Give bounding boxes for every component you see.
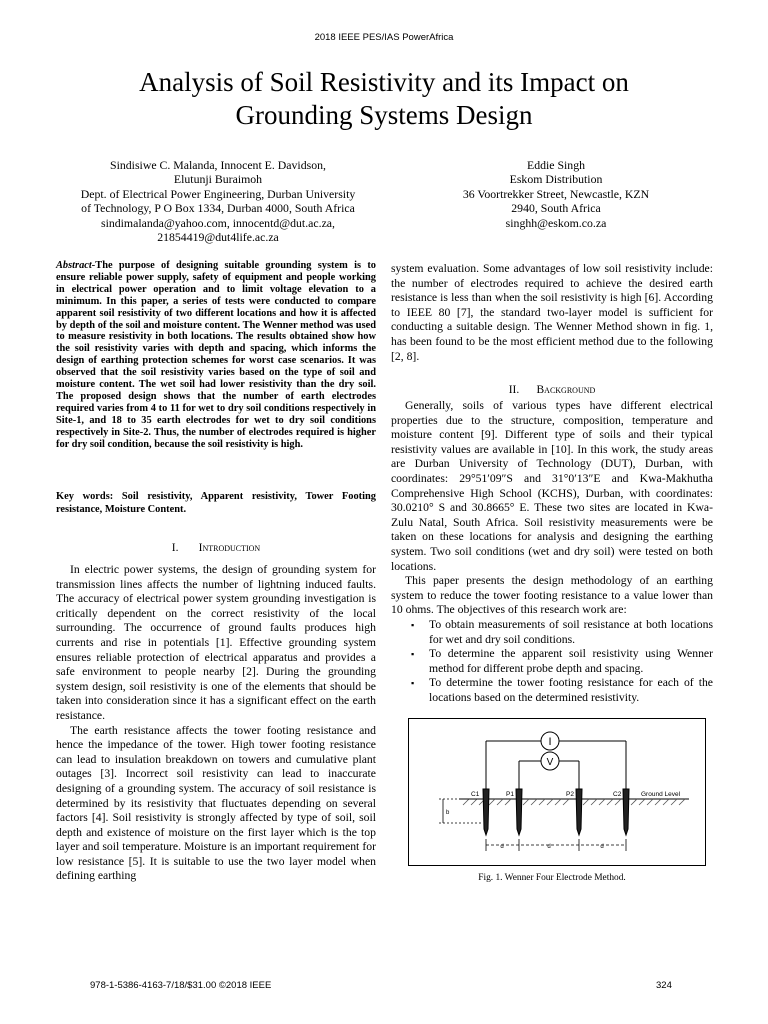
electrode-c1 (483, 789, 489, 835)
ammeter-label: I (548, 736, 552, 748)
abstract (56, 260, 376, 451)
affiliation-line: Dept. of Electrical Power Engineering, Durban University (80, 186, 356, 201)
spacing-label: d (547, 844, 551, 850)
section-title: Introduction (198, 542, 261, 554)
author-line: Elutunji Buraimoh (173, 172, 263, 187)
abstract-text: The purpose of designing suitable grounding system is to ensure reliable power supply, safety of equipment and people working in electrical power operation and to limit voltage elevation to a minimum. In this paper, a series of tests were conducted to compare apparent soil resistivity of two different locations and how it is affected by depth of the soil and moisture content. The Wenner method was used to measure resistivity in both locations. The results obtained show how the soil resistivity varies with depth and spacing, which informs the design of earthing protection schemes for worst case scenarios. It was observed that the soil resistivity varies based on the type of soil and moisture content. The wet soil had lower resistivity than the dry soil. The proposed design shows that the number of earth electrodes required varies from 4 to 11 for wet to dry soil conditions respectively in Site-1, and 18 to 35 earth electrodes for wet to dry soil conditions respectively in Site-2. Thus, the number of electrodes required is higher for dry soil condition, because the soil resistivity is high. (56, 260, 376, 450)
right-column-intro (391, 262, 713, 364)
footer-isbn: 978-1-5386-4163-7/18/$31.00 ©2018 IEEE (90, 980, 272, 991)
list-item-text: To determine the tower footing resistance for each of the locations based on the determined resistivity. (429, 676, 713, 704)
section-heading-background (391, 384, 713, 396)
section-title: Background (536, 384, 596, 396)
spacing-dimension (486, 839, 626, 851)
paragraph: Generally, soils of various types have different electrical properties due to the structure, composition, temperature and moisture content [9]. Different type of soils and their typical resistivity values are available in [10]. In this work, the study areas are Durban University of Technology (DUT), Durban, with coordinates: 29°51′09″S and 31°0′13″E and Kwa-Makhutha Comprehensive High School (KCHS), Durban, with coordinates: 30.0210° S and 30.8665° E. These two sites are located in Kwa-Zulu Natal, South Africa. Soil resistivity measurements were be taken on these locations for analysis and designing the earthing system. Two soil conditions (wet and dry soil) were tested on both locations. (391, 399, 713, 573)
electrode-p2 (576, 789, 582, 835)
bullet-icon: ▪ (411, 619, 415, 630)
author-line: Sindisiwe C. Malanda, Innocent E. Davidson, (110, 158, 326, 172)
title-line-1: Analysis of Soil Resistivity and its Impact on (139, 67, 629, 97)
list-item (411, 617, 713, 647)
paragraph: The earth resistance affects the tower footing resistance and hence the impedance of the tower. High tower footing resistance can lead to insulation breakdown on towers and cumulative plant outages [3]. Incorrect soil resistivity can lead to inaccurate designing of a grounding system. The accuracy of soil resistance is determined by its resistivity that fluctuates depending on several factors [4]. Soil resistivity is strongly affected by type of soil, soil depth and existence of moisture on the first layer which is the top layer and soil temperature. Moisture is an important requirement for low resistance [5]. It is suitable to use the two layer model when defining earthing (56, 723, 376, 883)
voltmeter-label: V (546, 757, 554, 768)
authors-right (410, 158, 702, 230)
paper-title (60, 66, 708, 132)
bullet-icon: ▪ (411, 649, 415, 660)
conference-header: 2018 IEEE PES/IAS PowerAfrica (314, 32, 454, 43)
depth-label: b (446, 810, 450, 816)
paragraph: This paper presents the design methodology of an earthing system to reduce the tower footing resistance to a value lower than 10 ohms. The objectives of this research work are: (391, 574, 713, 617)
list-item-text: To determine the apparent soil resistivity using Wenner method for different probe depth and spacing. (429, 647, 713, 675)
electrodes (483, 789, 629, 835)
email-line: sindimalanda@yahoo.com, innocentd@dut.ac.za, (100, 215, 335, 230)
electrode-label-p1: P1 (506, 791, 514, 798)
section-heading-introduction (56, 542, 376, 554)
spacing-label: d (600, 844, 604, 850)
ground-level-label: Ground Level (641, 791, 681, 798)
affiliation-line: Eskom Distribution (509, 172, 603, 187)
author-line: Eddie Singh (527, 158, 585, 172)
electrode-label-c2: C2 (613, 791, 622, 798)
bullet-icon: ▪ (411, 678, 415, 689)
title-line-2: Grounding Systems Design (235, 100, 533, 130)
introduction-body (56, 563, 376, 884)
paragraph: In electric power systems, the design of grounding system for transmission lines affects the number of lightning induced faults. The accuracy of electrical power system grounding investigation is critically dependent on the correct resistivity of the local surrounding. The occurrence of ground faults produces high currents and rise in potentials [1]. Effective grounding system ensures reliable protection of electrical apparatus and provides a safe environment to people nearby [2]. During the grounding system design, soil resistivity is one of the elements that should be taken into consideration since it has a significant effect on the earth resistance. (56, 563, 376, 722)
section-number: II. (508, 384, 520, 396)
keywords: Key words: Soil resistivity, Apparent resistivity, Tower Footing resistance, Moisture Content. (56, 491, 376, 515)
affiliation-line: 2940, South Africa (511, 201, 601, 216)
wenner-diagram-svg (409, 719, 705, 865)
list-item (411, 647, 713, 676)
section-number: I. (171, 542, 179, 554)
figure-wenner-diagram (408, 718, 706, 866)
paragraph: system evaluation. Some advantages of low soil resistivity include: the number of electrodes required to achieve the desired earth resistance is less than when the soil resistivity is high [6]. According to IEEE 80 [7], the standard two-layer model is sufficient for conducting a suitable design. The Wenner Method shown in fig. 1, has been found to be the most efficient method due to the following [2, 8]. (391, 262, 713, 363)
affiliation-line: of Technology, P O Box 1334, Durban 4000, South Africa (81, 201, 355, 216)
background-body (391, 399, 713, 705)
abstract-label: Abstract- (56, 260, 96, 271)
list-item-text: To obtain measurements of soil resistance at both locations for wet and dry soil conditions. (429, 617, 713, 646)
electrode-label-p2: P2 (566, 791, 574, 798)
electrode-p1 (516, 789, 522, 835)
electrode-label-c1: C1 (471, 791, 480, 798)
authors-left (68, 158, 368, 244)
affiliation-line: 36 Voortrekker Street, Newcastle, KZN (462, 186, 650, 201)
electrode-c2 (623, 789, 629, 835)
list-item (411, 676, 713, 705)
email-line: 21854419@dut4life.ac.za (157, 230, 279, 245)
figure-caption: Fig. 1. Wenner Four Electrode Method. (478, 873, 626, 883)
email-line: singhh@eskom.co.za (505, 215, 607, 230)
ground-hatch (463, 799, 685, 805)
page-number: 324 (656, 980, 672, 991)
spacing-label: d (500, 844, 504, 850)
objectives-list (391, 618, 713, 706)
